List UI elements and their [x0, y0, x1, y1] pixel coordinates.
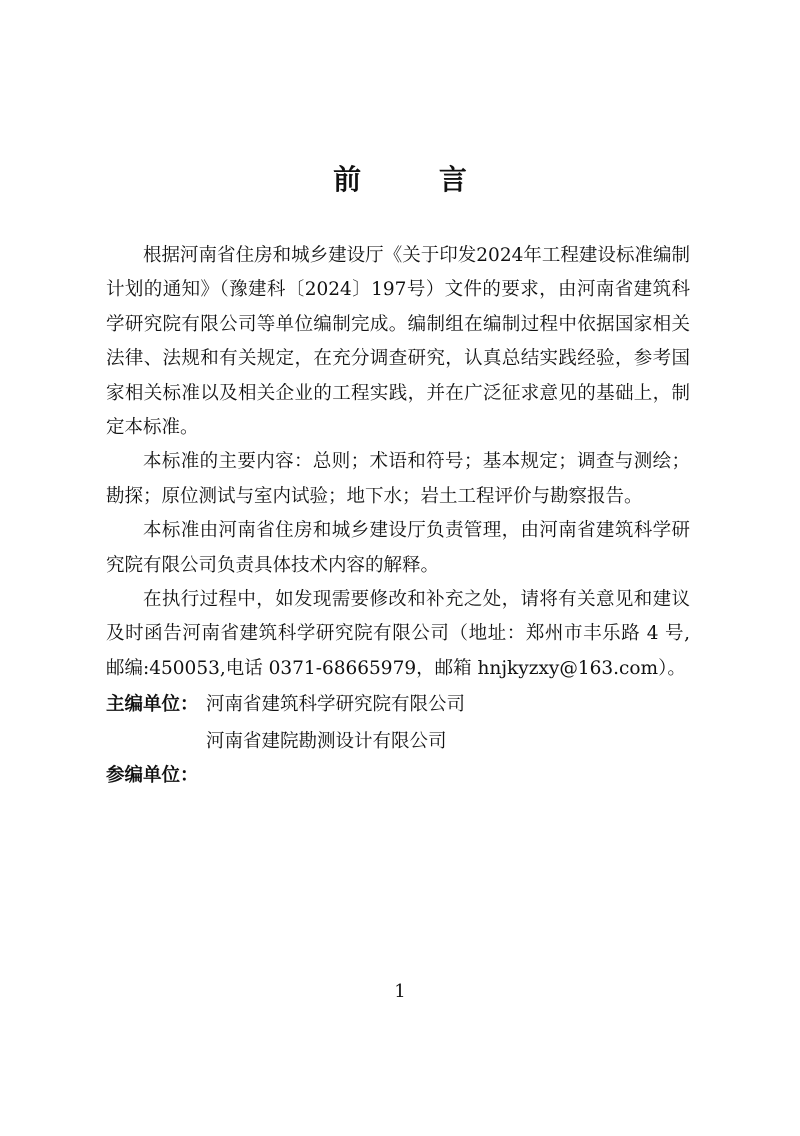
chief-units-row [106, 688, 690, 722]
paragraph-management: 本标准由河南省住房和城乡建设厅负责管理，由河南省建筑科学研究院有限公司负责具体技术内容的解释。 [106, 520, 690, 576]
preface-body [106, 239, 690, 794]
page-title: 前 言 [333, 163, 501, 196]
participating-units-row [106, 759, 690, 793]
chief-unit-2: 河南省建院勘测设计有限公司 [206, 730, 447, 752]
paragraph-basis: 根据河南省住房和城乡建设厅《关于印发2024年工程建设标准编制计划的通知》（豫建科〔2024〕197号）文件的要求，由河南省建筑科学研究院有限公司等单位编制完成。编制组在编制过程中依据国家相关法律、法规和有关规定，在充分调查研究，认真总结实践经验，参考国家相关标准以及相关企业的工程实践，并在广泛征求意见的基础上，制定本标准。 [106, 245, 690, 439]
paragraph-feedback: 在执行过程中，如发现需要修改和补充之处，请将有关意见和建议及时函告河南省建筑科学研究院有限公司（地址：郑州市丰乐路 4 号,邮编:450053,电话 0371-68665979，邮箱 hnjkyzxy@163.com）。 [106, 589, 690, 679]
page-number: 1 [394, 981, 406, 1002]
participating-units-label: 参编单位： [106, 765, 199, 787]
chief-units-label: 主编单位： [106, 694, 199, 716]
paragraph-main-content: 本标准的主要内容：总则；术语和符号；基本规定；调查与测绘；勘探；原位测试与室内试验；地下水；岩土工程评价与勘察报告。 [106, 451, 690, 507]
chief-unit-1: 河南省建筑科学研究院有限公司 [206, 694, 466, 716]
